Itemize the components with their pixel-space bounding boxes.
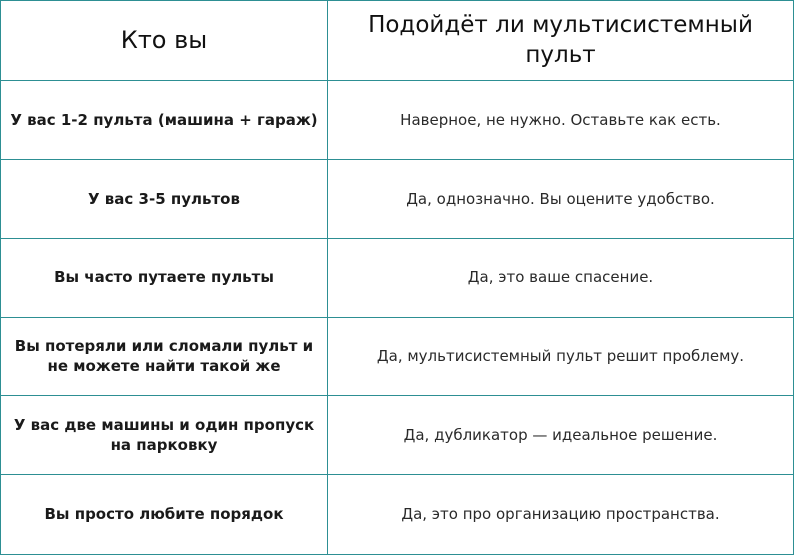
- row-answer: Да, это ваше спасение.: [328, 239, 793, 318]
- row-answer: Да, однозначно. Вы оцените удобство.: [328, 160, 793, 239]
- row-who: Вы потеряли или сломали пульт и не можете найти такой же: [1, 318, 328, 397]
- row-who: У вас 3-5 пультов: [1, 160, 328, 239]
- row-who: У вас 1-2 пульта (машина + гараж): [1, 81, 328, 160]
- header-suitability: Подойдёт ли мультисистемный пульт: [328, 1, 793, 81]
- row-answer: Да, мультисистемный пульт решит проблему.: [328, 318, 793, 397]
- row-answer: Наверное, не нужно. Оставьте как есть.: [328, 81, 793, 160]
- row-answer: Да, дубликатор — идеальное решение.: [328, 396, 793, 475]
- row-who: Вы просто любите порядок: [1, 475, 328, 554]
- row-who: Вы часто путаете пульты: [1, 239, 328, 318]
- header-who: Кто вы: [1, 1, 328, 81]
- row-answer: Да, это про организацию пространства.: [401, 505, 720, 524]
- row-who: У вас две машины и один пропуск на парковку: [1, 396, 328, 475]
